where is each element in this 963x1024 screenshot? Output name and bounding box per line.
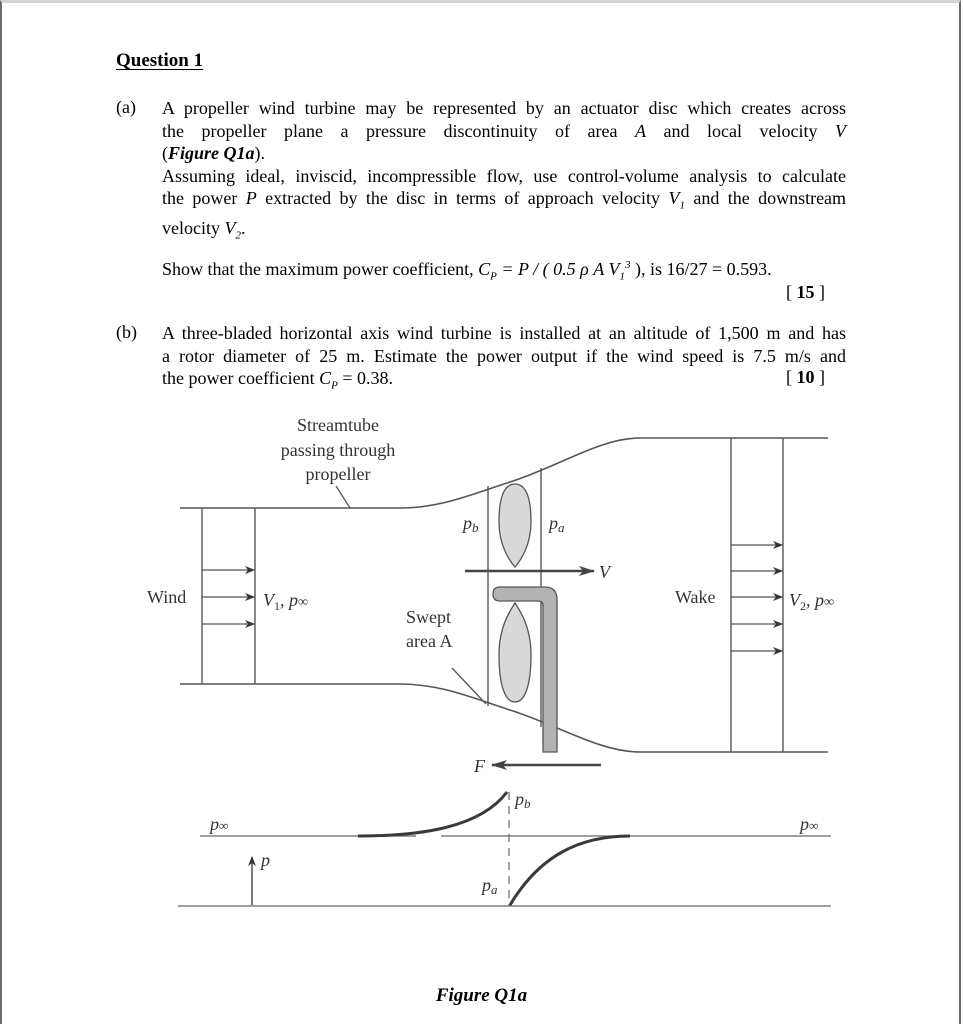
part-a-assume-line-3: velocity $V_2$. [162, 218, 246, 242]
part-b-marks: [ 10 ] [786, 367, 825, 387]
part-b-label: (b) [116, 322, 137, 342]
part-a-label: (a) [116, 97, 136, 117]
part-a-show-that: Show that the maximum power coefficient, $C_P = P$ / ( 0.5 ρ A $V_1^3$ ), is 16/27 = 0.593. [162, 259, 772, 283]
question-title: Question 1 [116, 50, 204, 71]
blade-bottom [499, 603, 531, 702]
pa-label: pa [549, 513, 565, 535]
figure-caption: Figure Q1a [435, 985, 528, 1006]
pressure-curve-upstream [358, 792, 507, 836]
part-b-line-3: the power coefficient $C_P = 0.38$. [162, 368, 394, 392]
blade-top [499, 484, 531, 567]
streamtube-label-1: Streamtube [297, 415, 379, 435]
v1-label: $V_1$, p∞ [263, 590, 308, 613]
streamtube-label-3: propeller [305, 464, 371, 484]
part-a-marks: [ 15 ] [786, 282, 825, 302]
part-a-line-1: A propeller wind turbine may be represented by an actuator disc which creates across [162, 98, 846, 118]
part-a-figure-ref: (Figure Q1a). [162, 143, 266, 163]
pb-label: pb [463, 513, 479, 535]
part-a-assume-line-1: Assuming ideal, inviscid, incompressible flow, use control-volume analysis to calculate [162, 165, 846, 186]
streamtube-label-2: passing through [280, 440, 396, 460]
part-b-line-1: A three-bladed horizontal axis wind turbine is installed at an altitude of 1,500 m and has [162, 323, 846, 343]
force-label: F [474, 756, 485, 776]
part-a-line-2: the propeller plane a pressure discontinuity of area A and local velocity V [162, 120, 846, 141]
swept-label-2: area A [406, 631, 453, 651]
p-inf-right-label: p∞ [800, 814, 819, 834]
wind-label: Wind [147, 587, 187, 607]
pa-plot-label: pa [482, 875, 498, 897]
part-b-line-2: a rotor diameter of 25 m. Estimate the power output if the wind speed is 7.5 m/s and [162, 345, 846, 366]
v2-label: $V_2$, p∞ [789, 590, 834, 613]
pb-plot-label: pb [515, 789, 531, 811]
v-label: V [599, 562, 610, 582]
part-a-assume-line-2: the power P extracted by the disc in terms of approach velocity $V_1$ and the downstream [162, 188, 847, 212]
wake-label: Wake [675, 587, 716, 607]
swept-label-1: Swept [406, 607, 451, 627]
p-axis-label: p [261, 850, 270, 870]
pressure-curve-downstream [510, 836, 630, 905]
p-inf-left-label: p∞ [210, 814, 229, 834]
